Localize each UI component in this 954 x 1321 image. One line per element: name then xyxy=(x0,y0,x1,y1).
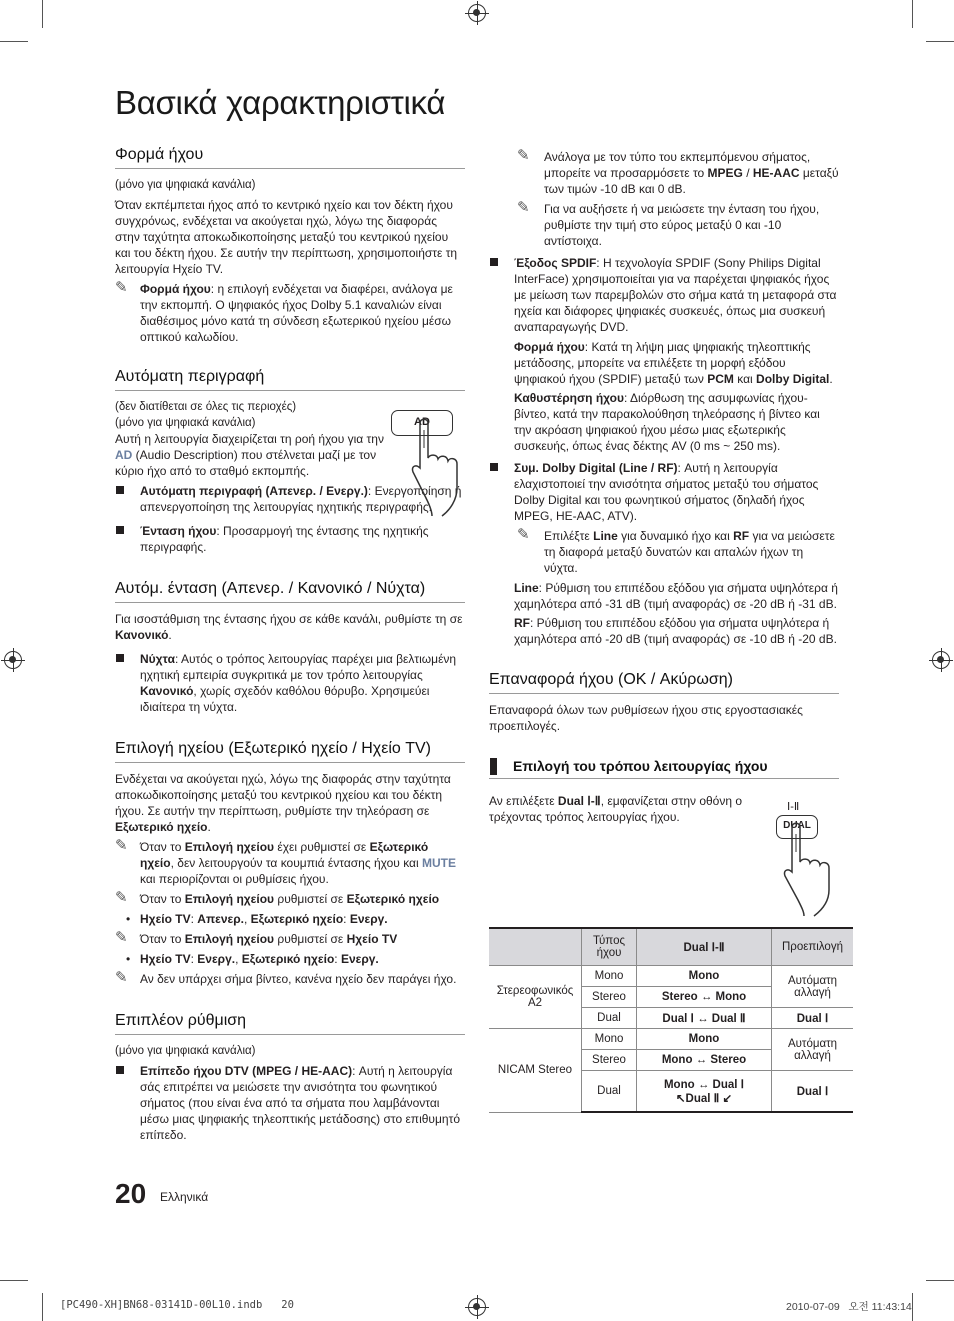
left-column xyxy=(115,145,465,1147)
footer-file: [PC490-XH]BN68-03141D-00L10.indb 20 xyxy=(60,1299,294,1311)
registration-mark-icon xyxy=(468,1298,486,1316)
section-heading: Επιλογή ηχείου (Εξωτερικό ηχείο / Ηχείο TV) xyxy=(115,739,465,763)
crop-mark xyxy=(912,1293,913,1321)
pressing-hand-icon xyxy=(410,418,470,518)
heading-bar-icon xyxy=(490,758,497,775)
bullet-square-icon xyxy=(116,486,124,494)
bullet-square-icon xyxy=(116,1066,124,1074)
section-body: Ενδέχεται να ακούγεται ηχώ, λόγω της διαφοράς στην ταχύτητα αποκωδικοποίησης μεταξύ του κεντρικού ηχείου και του δέκτη ήχου. Σε αυτήν την περίπτωση, ρυθμίστε την τηλεόραση σε Εξωτερικό ηχείο. xyxy=(115,772,451,834)
dual-remote-button: DUAL xyxy=(776,815,818,839)
page-title: Βασικά χαρακτηριστικά xyxy=(115,84,446,121)
dual-top-label: Ⅰ-Ⅱ xyxy=(787,801,800,813)
note-item: ✎ Αν δεν υπάρχει σήμα βίντεο, κανένα ηχείο δεν παράγει ήχο. xyxy=(115,969,457,986)
sub-paragraph: Line: Ρύθμιση του επιπέδου εξόδου για σήματα υψηλότερα ή χαμηλότερα από -31 dB (τιμή αναφοράς) σε -20 dB ή -31 dB. xyxy=(514,581,838,611)
crop-mark xyxy=(926,41,954,42)
subsection-heading: Επιλογή του τρόπου λειτουργίας ήχου xyxy=(489,758,839,779)
section-heading: Αυτόματη περιγραφή xyxy=(115,367,465,391)
bullet-item: Συμ. Dolby Digital (Line / RF): Αυτή η λειτουργία ελαχιστοποιεί την ανισότητα σήματος μεταξύ του σήματος Dolby Digital και του φωνητικού σήματος (δηλαδή ήχος MPEG, HE-AAC, ATV). xyxy=(489,460,839,524)
note-item: ✎ Φορμά ήχου: η επιλογή ενδέχεται να διαφέρει, ανάλογα με την εκπομπή. Ο ψηφιακός ήχος Dolby 5.1 καναλιών είναι διαθέσιμος μόνο κατά τη σύνδεση εξωτερικού ηχείου μέσω οπτικού καλωδίου. xyxy=(115,279,453,344)
table-header-row: Τύπος ήχου Dual Ⅰ-Ⅱ Προεπιλογή xyxy=(489,928,853,966)
section-heading: Αυτόμ. ένταση (Απενερ. / Κανονικό / Νύχτα) xyxy=(115,579,465,603)
table-row: Stereo Mono ↔ Stereo xyxy=(489,1050,853,1071)
crop-mark xyxy=(0,41,28,42)
section-heading: Επαναφορά ήχου (OK / Ακύρωση) xyxy=(489,670,839,694)
bullet-square-icon xyxy=(490,258,498,266)
crop-mark xyxy=(42,0,43,28)
note-item: ✎ Ανάλογα με τον τύπο του εκπεμπόμενου σήματος, μπορείτε να προσαρμόσετε το MPEG / HE-AAC μεταξύ των τιμών -10 dB και 0 dB. xyxy=(517,147,839,196)
pencil-note-icon: ✎ xyxy=(517,199,530,216)
note-item: ✎ Όταν το Επιλογή ηχείου ρυθμιστεί σε Ηχείο TV xyxy=(115,929,398,946)
pencil-note-icon: ✎ xyxy=(115,929,128,946)
sub-paragraph: RF: Ρύθμιση του επιπέδου εξόδου για σήματα υψηλότερα ή χαμηλότερα από -20 dB (τιμή αναφοράς) σε -10 dB ή -20 dB. xyxy=(514,616,837,646)
dot-list-item: • Ηχείο TV: Ενεργ., Εξωτερικό ηχείο: Ενεργ. xyxy=(115,951,465,967)
section-heading: Φορμά ήχου xyxy=(115,145,465,169)
section-note: (μόνο για ψηφιακά κανάλια) xyxy=(115,179,256,191)
sub-paragraph: Φορμά ήχου: Κατά τη λήψη μιας ψηφιακής τηλεοπτικής μετάδοσης, μπορείτε να επιλέξετε τη μορφή εξόδου ψηφιακού ήχου (SPDIF) μεταξύ των PCM και Dolby Digital. xyxy=(514,340,833,386)
bullet-item: Αυτόματη περιγραφή (Απενερ. / Ενεργ.): Ενεργοποίηση ή απενεργοποίηση της λειτουργίας ηχητικής περιγραφής. xyxy=(115,483,465,515)
crop-mark xyxy=(912,0,913,28)
registration-mark-icon xyxy=(468,4,486,22)
sound-mode-table xyxy=(489,927,853,1113)
pressing-hand-icon xyxy=(782,822,842,918)
section-note: (μόνο για ψηφιακά κανάλια) xyxy=(115,1045,256,1057)
crop-mark xyxy=(0,1280,28,1281)
bullet-item: Επίπεδο ήχου DTV (MPEG / HE-AAC): Αυτή η λειτουργία σάς επιτρέπει να μειώσετε την ανισότητα του φωνητικού σήματος (που είναι ένα από τα σήματα που λαμβάνονται μέσω μιας ψηφιακής τηλεοπτικής μετάδοσης) στο επιθυμητό επίπεδο. xyxy=(115,1063,465,1143)
ad-remote-button: AD xyxy=(391,410,453,436)
section-heading: Επιπλέον ρύθμιση xyxy=(115,1011,465,1035)
note-item: ✎ Όταν το Επιλογή ηχείου ρυθμιστεί σε Εξωτερικό ηχείο xyxy=(115,889,440,906)
pencil-note-icon: ✎ xyxy=(115,969,128,986)
pencil-note-icon: ✎ xyxy=(115,837,128,854)
note-item: ✎ Για να αυξήσετε ή να μειώσετε την ένταση του ήχου, ρυθμίστε την τιμή στο εύρος μεταξύ 0 και -10 αντίστοιχα. xyxy=(517,199,820,248)
section-body: Αν επιλέξετε Dual Ⅰ-Ⅱ, εμφανίζεται στην οθόνη ο τρέχοντας τρόπος λειτουργίας ήχου. xyxy=(489,794,743,824)
bullet-square-icon xyxy=(490,463,498,471)
pencil-note-icon: ✎ xyxy=(115,889,128,906)
note-item: ✎ Επιλέξτε Line για δυναμικό ήχο και RF για να μειώσετε τη διαφορά μεταξύ δυνατών και απαλών ήχων τη νύχτα. xyxy=(517,526,835,575)
pencil-note-icon: ✎ xyxy=(517,147,530,164)
dot-list-item: • Ηχείο TV: Απενερ., Εξωτερικό ηχείο: Ενεργ. xyxy=(115,911,465,927)
table-row: Dual Mono ↔ Dual Ⅰ ↖Dual Ⅱ ↙ Dual Ⅰ xyxy=(489,1071,853,1113)
registration-mark-icon xyxy=(932,651,950,669)
footer-date: 2010-07-09 오전 11:43:14 xyxy=(786,1301,912,1313)
note-item: ✎ Όταν το Επιλογή ηχείου έχει ρυθμιστεί σε Εξωτερικό ηχείο, δεν λειτουργούν τα κουμπιά έντασης ήχου και MUTE και περιορίζονται οι ρυθμίσεις ήχου. xyxy=(115,837,456,886)
section-body: Όταν εκπέμπεται ήχος από το κεντρικό ηχείο και τον δέκτη ήχου συγχρόνως, ενδέχεται να ακούγεται ηχώ, λόγω της διαφοράς στην ταχύτητα αποκωδικοποίησης μεταξύ του κεντρικού ηχείου και του δέκτη ήχου. Σε αυτήν την περίπτωση, χρησιμοποιήστε τη λειτουργία Ηχείο TV. xyxy=(115,198,458,276)
crop-mark xyxy=(42,1293,43,1321)
bullet-square-icon xyxy=(116,526,124,534)
bullet-item: Νύχτα: Αυτός ο τρόπος λειτουργίας παρέχει μια βελτιωμένη ηχητική εμπειρία συγκριτικά με τον τρόπο λειτουργίας Κανονικό, χωρίς σχεδόν καθόλου θόρυβο. Χρησιμεύει ιδιαίτερα τη νύχτα. xyxy=(115,651,465,715)
section-body: Για ισοστάθμιση της έντασης ήχου σε κάθε κανάλι, ρυθμίστε τη σε Κανονικό. xyxy=(115,612,463,642)
crop-mark xyxy=(926,1280,954,1281)
right-column xyxy=(489,145,839,829)
pencil-note-icon: ✎ xyxy=(115,279,128,296)
sub-paragraph: Καθυστέρηση ήχου: Διόρθωση της ασυμφωνίας ήχου-βίντεο, κατά την παρακολούθηση τηλεόρασης ή βίντεο και την ακρόαση ψηφιακού ήχου μέσω μιας εξωτερικής συσκευής, όπως ένας δέκτης AV (0 ms ~ 250 ms). xyxy=(514,391,820,453)
bullet-item: Έξοδος SPDIF: Η τεχνολογία SPDIF (Sony Philips Digital InterFace) χρησιμοποιείται για να παρέχεται ψηφιακός ήχος με μείωση των παρεμβολών στο σήμα κατά τη μεταφορά στα ηχεία και διάφορες ψηφιακές συσκευές, όπως μια συσκευή αναπαραγωγής DVD. xyxy=(489,255,839,335)
language-label: Ελληνικά xyxy=(160,1190,209,1204)
pencil-note-icon: ✎ xyxy=(517,526,530,543)
section-body: Επαναφορά όλων των ρυθμίσεων ήχου στις εργοστασιακές προεπιλογές. xyxy=(489,703,803,733)
section-note: (μόνο για ψηφιακά κανάλια) xyxy=(115,417,256,429)
table-row: Dual Dual Ⅰ ↔ Dual Ⅱ Dual Ⅰ xyxy=(489,1008,853,1029)
table-row: NICAM Stereo Mono Mono Αυτόματη αλλαγή xyxy=(489,1029,853,1050)
page-number: 20 xyxy=(115,1178,147,1209)
table-row: Stereo Stereo ↔ Mono xyxy=(489,987,853,1008)
table-row: Στερεοφωνικός A2 Mono Mono Αυτόματη αλλαγή xyxy=(489,966,853,987)
section-body: Αυτή η λειτουργία διαχειρίζεται τη ροή ήχου για την AD (Audio Description) που στέλνεται μαζί με τον κύριο ήχο από το σταθμό εκπομπής. xyxy=(115,432,384,478)
registration-mark-icon xyxy=(4,651,22,669)
bullet-item: Ένταση ήχου: Προσαρμογή της έντασης της ηχητικής περιγραφής. xyxy=(115,523,465,555)
bullet-square-icon xyxy=(116,654,124,662)
section-note: (δεν διατίθεται σε όλες τις περιοχές) xyxy=(115,401,297,413)
